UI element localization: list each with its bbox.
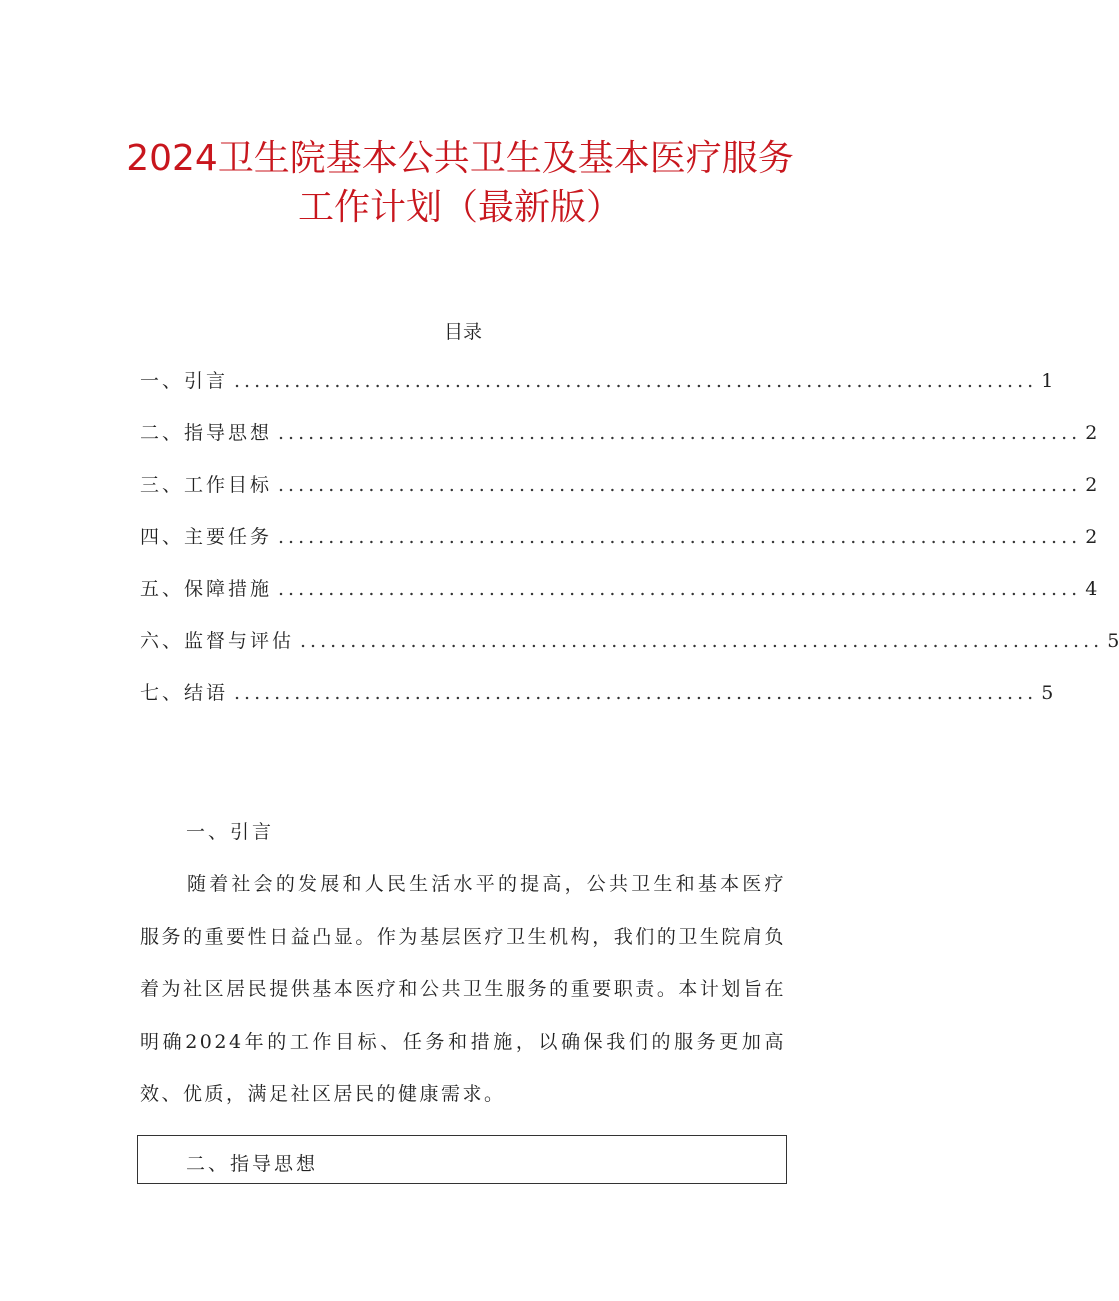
toc-leader-dots: ................................................................................ [278,474,1082,496]
toc-leader-dots: ................................................................................ [278,422,1082,444]
toc-leader-dots: ................................................................................ [234,682,1038,704]
toc-entry-label: 一、引言 [140,370,229,392]
boxed-section-heading [137,1135,787,1184]
toc-entry[interactable] [140,678,1054,730]
toc-leader-dots: ................................................................................ [234,370,1038,392]
toc-leader-dots: ................................................................................ [278,526,1082,548]
toc-entry[interactable] [140,522,1098,574]
toc-heading: 目录 [443,321,482,343]
toc-entry-page: 2 [1085,474,1098,496]
introduction-paragraph: 随着社会的发展和人民生活水平的提高，公共卫生和基本医疗服务的重要性日益凸显。作为基层医疗卫生机构，我们的卫生院肩负着为社区居民提供基本医疗和公共卫生服务的重要职责。本计划旨在明确2024年的工作目标、任务和措施，以确保我们的服务更加高效、优质，满足社区居民的健康需求。 [140,873,786,1105]
toc-leader-dots: ................................................................................ [278,578,1082,600]
toc-entry-label: 四、主要任务 [140,526,273,548]
toc-entry-label: 七、结语 [140,682,229,704]
section-heading-introduction: 一、引言 [186,821,275,843]
document-title-line2: 工作计划（最新版） [297,187,622,228]
toc-entry[interactable] [140,470,1098,522]
toc-entry-label: 六、监督与评估 [140,630,295,652]
section-heading-guiding-ideology: 二、指导思想 [186,1153,319,1175]
toc-entry-label: 五、保障措施 [140,578,273,600]
toc-entry-label: 三、工作目标 [140,474,273,496]
toc-leader-dots: ................................................................................ [300,630,1104,652]
toc-entry-page: 5 [1107,630,1119,652]
toc-entry[interactable] [140,418,1098,470]
toc-entry[interactable] [140,366,1054,418]
toc-entry-page: 4 [1085,578,1098,600]
table-of-contents [140,366,1119,730]
toc-entry[interactable] [140,626,1119,678]
toc-entry-page: 2 [1085,526,1098,548]
toc-entry[interactable] [140,574,1098,626]
document-title-line1: 2024卫生院基本公共卫生及基本医疗服务 [126,138,794,179]
toc-entry-page: 1 [1041,370,1054,392]
toc-entry-page: 5 [1041,682,1054,704]
toc-entry-label: 二、指导思想 [140,422,273,444]
toc-entry-page: 2 [1085,422,1098,444]
